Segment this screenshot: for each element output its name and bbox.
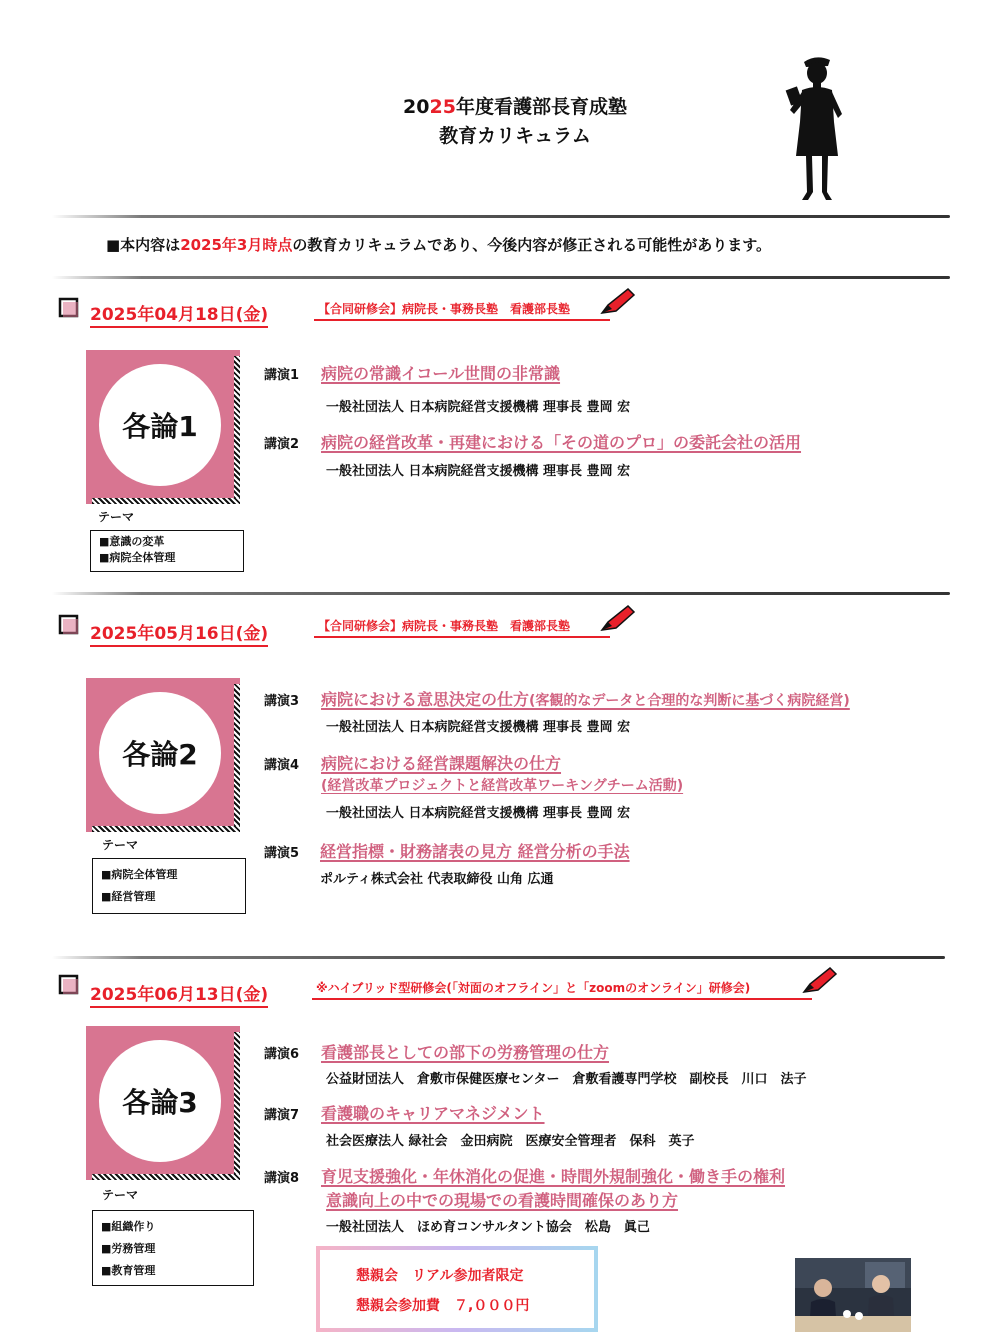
lecture-title: 病院における意思決定の仕方(客観的なデータと合理的な判断に基づく病院経営) (321, 690, 850, 709)
session-tag: 【合同研修会】病院長・事務長塾 看護部長塾 (314, 297, 636, 321)
checkbox-icon (58, 614, 80, 636)
lecture-title: 看護職のキャリアマネジメント (321, 1104, 545, 1123)
theme-label: テーマ (102, 1188, 139, 1202)
lecture-speaker: 社会医療法人 緑社会 金田病院 医療安全管理者 保科 英子 (326, 1134, 695, 1149)
lecture-title: 看護部長としての部下の労務管理の仕方 (321, 1043, 610, 1062)
divider-session-2 (52, 956, 945, 959)
lecture-speaker: 一般社団法人 ほめ育コンサルタント協会 松島 眞己 (326, 1220, 650, 1235)
session-date: 2025年06月13日(金) (90, 980, 268, 1008)
lecture-speaker: ポルティ株式会社 代表取締役 山角 広通 (320, 872, 554, 887)
lecture-number: 講演3 (264, 694, 300, 709)
lecture-number: 講演7 (264, 1108, 300, 1123)
theme-box: ■意識の変革 ■病院全体管理 (90, 530, 244, 572)
lecture-number: 講演6 (264, 1047, 300, 1062)
checkbox-icon (58, 974, 80, 996)
lecture-speaker: 一般社団法人 日本病院経営支援機構 理事長 豊岡 宏 (326, 464, 631, 479)
nurse-silhouette-icon (780, 52, 852, 204)
checkbox-icon (58, 297, 80, 319)
highlighter-pen-icon (796, 966, 838, 996)
notice-text: ■本内容は2025年3月時点の教育カリキュラムであり、今後内容が修正される可能性があります。 (106, 236, 772, 254)
lecture-number: 講演5 (264, 846, 300, 861)
session-date: 2025年04月18日(金) (90, 300, 268, 328)
lecture-title: 育児支援強化・年休消化の促進・時間外規制強化・働き手の権利 (321, 1167, 786, 1186)
lecture-title-line2: 意識向上の中での現場での看護時間確保のあり方 (326, 1191, 679, 1210)
lecture-subtitle: (経営改革プロジェクトと経営改革ワーキングチーム活動) (321, 778, 684, 794)
lecture-number: 講演2 (264, 437, 300, 452)
theme-label: テーマ (98, 510, 135, 524)
session-tag: 【合同研修会】病院長・事務長塾 看護部長塾 (314, 614, 636, 638)
party-info-box (316, 1246, 598, 1332)
meeting-photo (795, 1258, 911, 1332)
highlighter-pen-icon (594, 287, 636, 317)
lecture-speaker: 一般社団法人 日本病院経営支援機構 理事長 豊岡 宏 (326, 400, 631, 415)
party-title: 懇親会 リアル参加者限定 (356, 1268, 524, 1284)
highlighter-pen-icon (594, 604, 636, 634)
page-subtitle: 教育カリキュラム (439, 125, 591, 147)
session-tag: ※ハイブリッド型研修会(「対面のオフライン」と「zoomのオンライン」研修会) (312, 976, 838, 1000)
module-label: 各論2 (99, 692, 221, 814)
lecture-speaker: 公益財団法人 倉敷市保健医療センター 倉敷看護専門学校 副校長 川口 法子 (326, 1072, 807, 1087)
lecture-title: 病院の経営改革・再建における「その道のプロ」の委託会社の活用 (321, 433, 802, 452)
lecture-title: 病院の常識イコール世間の非常識 (321, 364, 561, 383)
divider-notice (52, 276, 950, 279)
divider-session-1 (52, 592, 950, 595)
lecture-number: 講演4 (264, 758, 300, 773)
lecture-title: 病院における経営課題解決の仕方 (321, 754, 562, 773)
theme-box: ■組織作り ■労務管理 ■教育管理 (92, 1210, 254, 1286)
page-title: 2025年度看護部長育成塾 (403, 96, 627, 118)
lecture-speaker: 一般社団法人 日本病院経営支援機構 理事長 豊岡 宏 (326, 806, 631, 821)
party-fee: 懇親会参加費 ７,０００円 (356, 1298, 530, 1314)
module-label: 各論3 (99, 1040, 221, 1162)
lecture-speaker: 一般社団法人 日本病院経営支援機構 理事長 豊岡 宏 (326, 720, 631, 735)
session-date: 2025年05月16日(金) (90, 619, 268, 647)
module-label: 各論1 (99, 364, 221, 486)
divider-top (52, 215, 950, 218)
theme-label: テーマ (102, 838, 139, 852)
lecture-number: 講演1 (264, 368, 300, 383)
lecture-title: 経営指標・財務諸表の見方 経営分析の手法 (320, 842, 630, 861)
theme-box: ■病院全体管理 ■経営管理 (92, 858, 246, 914)
lecture-number: 講演8 (264, 1171, 300, 1186)
